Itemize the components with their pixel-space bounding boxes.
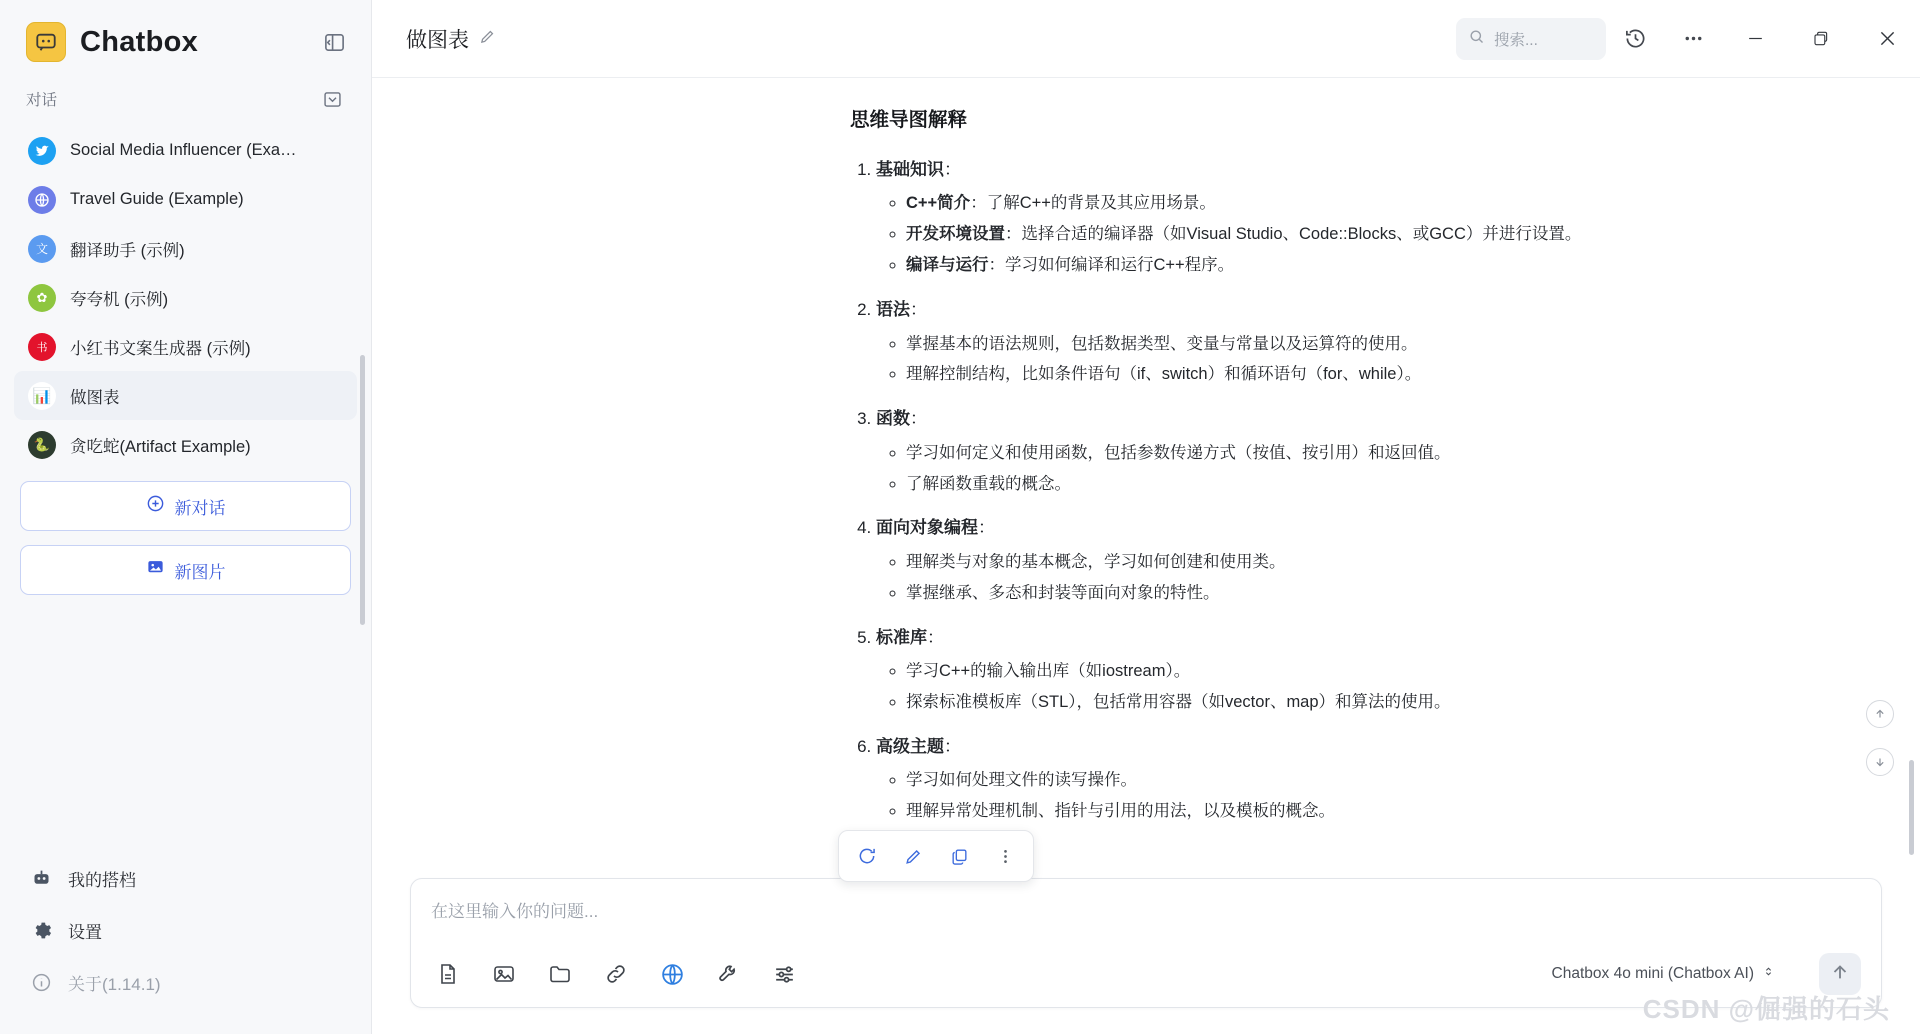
list-item [906, 360, 1850, 389]
praise-icon: ✿ [28, 284, 56, 312]
outline-section [876, 403, 1850, 498]
list-item-label: 小红书文案生成器 (示例) [70, 339, 251, 358]
xiaohongshu-icon: 书 [28, 333, 56, 361]
item-text: 学习如何处理文件的读写操作。 [906, 771, 1137, 790]
section-title: 标准库 [876, 627, 927, 647]
vertical-ellipsis-icon[interactable] [985, 836, 1025, 876]
image-plus-icon [146, 558, 165, 582]
gear-icon [30, 920, 52, 941]
new-image-label: 新图片 [174, 562, 226, 582]
list-item-label: Social Media Influencer (Exa… [70, 141, 297, 159]
item-text: 探索标准模板库（STL），包括常用容器（如vector、map）和算法的使用。 [906, 692, 1451, 711]
sidebar-actions [0, 469, 371, 609]
content-heading: 思维导图解释 [850, 109, 968, 131]
outline-section [876, 512, 1850, 607]
new-image-button[interactable] [20, 545, 351, 595]
chat-bubble-icon [26, 22, 66, 62]
brand-header [0, 0, 371, 76]
outline-section [876, 731, 1850, 826]
sidebar-item-label: 关于(1.14.1) [68, 974, 161, 994]
item-text: 理解类与对象的基本概念，学习如何创建和使用类。 [906, 552, 1286, 571]
outline-sublist [906, 330, 1850, 390]
list-item[interactable] [14, 175, 357, 224]
section-title: 函数 [876, 409, 910, 429]
panel-collapse-icon[interactable] [319, 27, 349, 57]
item-term: 开发环境设置 [906, 225, 1005, 244]
outline-sublist [906, 766, 1850, 826]
page-title: 做图表 [406, 28, 469, 52]
item-text: ：选择合适的编译器（如Visual Studio、Code::Blocks、或GCC）并进行设置。 [1005, 225, 1582, 244]
list-item [906, 251, 1850, 280]
section-title: 高级主题 [876, 736, 944, 756]
pencil-icon[interactable] [893, 836, 933, 876]
new-chat-button[interactable] [20, 481, 351, 531]
list-item [906, 470, 1850, 499]
section-title: 面向对象编程 [876, 518, 978, 538]
list-item [906, 657, 1850, 686]
list-item[interactable] [14, 126, 357, 175]
item-term: C++简介 [906, 194, 971, 213]
chart-icon: 📊 [28, 382, 56, 410]
list-item-label: 夸夸机 (示例) [70, 290, 169, 309]
restore-window-icon[interactable] [1788, 0, 1854, 78]
list-item [906, 688, 1850, 717]
sidebar [0, 0, 372, 1034]
arrow-up-circle-icon[interactable] [1866, 700, 1894, 728]
list-item [906, 439, 1850, 468]
plus-circle-icon [146, 494, 165, 518]
outline-list [876, 154, 1850, 826]
sidebar-item-settings[interactable] [20, 904, 351, 956]
item-text: 理解异常处理机制、指针与引用的用法，以及模板的概念。 [906, 802, 1335, 821]
list-item [906, 330, 1850, 359]
item-text: 掌握继承、多态和封装等面向对象的特性。 [906, 583, 1220, 602]
robot-icon [30, 868, 52, 889]
model-selector[interactable] [1552, 965, 1775, 983]
message-input[interactable]: 在这里输入你的问题... [431, 902, 599, 921]
item-text: 掌握基本的语法规则，包括数据类型、变量与常量以及运算符的使用。 [906, 334, 1418, 353]
list-item [906, 766, 1850, 795]
outline-section [876, 622, 1850, 717]
composer-toolbar [431, 953, 1861, 995]
outline-sublist [906, 548, 1850, 608]
item-text: 学习如何定义和使用函数，包括参数传递方式（按值、按引用）和返回值。 [906, 443, 1451, 462]
arrow-down-circle-icon[interactable] [1866, 748, 1894, 776]
titlebar-controls [1456, 0, 1920, 77]
section-colon: ： [910, 300, 927, 320]
sidebar-scrollbar[interactable] [360, 355, 365, 625]
sidebar-item-label: 我的搭档 [68, 870, 136, 890]
list-item[interactable] [14, 420, 357, 469]
conversation-list [0, 120, 371, 469]
document-icon[interactable] [431, 957, 465, 991]
outline-section [876, 154, 1850, 280]
content-fade [372, 844, 1920, 878]
globe-icon[interactable] [655, 957, 689, 991]
section-colon: ： [978, 518, 995, 538]
message-action-toolbar [838, 830, 1034, 882]
info-icon [30, 972, 52, 993]
sidebar-item-label: 设置 [68, 922, 102, 942]
item-text: ：了解C++的背景及其应用场景。 [970, 194, 1216, 213]
sliders-icon[interactable] [767, 957, 801, 991]
scroll-controls [1866, 700, 1894, 776]
list-item[interactable] [14, 273, 357, 322]
globe-icon [28, 186, 56, 214]
list-item-label: 翻译助手 (示例) [70, 241, 185, 260]
snake-icon: 🐍 [28, 431, 56, 459]
composer [410, 878, 1882, 1008]
history-clock-icon[interactable] [1606, 0, 1664, 77]
main-area [372, 0, 1920, 1034]
list-item-label: 做图表 [70, 388, 120, 407]
list-item-active[interactable] [14, 371, 357, 420]
section-title: 语法 [876, 300, 910, 320]
outline-sublist [906, 657, 1850, 717]
translate-icon: 文 [28, 235, 56, 263]
archive-box-icon[interactable] [319, 86, 345, 112]
outline-sublist [906, 439, 1850, 499]
send-button[interactable] [1819, 953, 1861, 995]
image-icon[interactable] [487, 957, 521, 991]
item-text: 学习C++的输入输出库（如iostream）。 [906, 662, 1191, 681]
section-colon: ： [910, 409, 927, 429]
section-title: 基础知识 [876, 160, 944, 179]
list-item-label: 贪吃蛇(Artifact Example) [70, 437, 251, 456]
chevron-updown-icon [1762, 965, 1775, 983]
conversations-section-header [0, 76, 371, 120]
watermark: CSDN @倔强的石头 [1642, 994, 1890, 1024]
section-colon: ： [944, 160, 961, 179]
close-icon[interactable] [1854, 0, 1920, 78]
model-label: Chatbox 4o mini (Chatbox AI) [1551, 965, 1754, 982]
folder-icon[interactable] [543, 957, 577, 991]
assistant-message [850, 104, 1850, 826]
link-icon[interactable] [599, 957, 633, 991]
content-scrollbar[interactable] [1909, 760, 1914, 855]
search-icon [1468, 28, 1485, 50]
conversations-title: 对话 [26, 92, 58, 109]
list-item[interactable] [14, 224, 357, 273]
list-item [906, 797, 1850, 826]
item-text: 理解控制结构，比如条件语句（if、switch）和循环语句（for、while）。 [906, 365, 1422, 384]
item-term: 编译与运行 [906, 256, 989, 275]
list-item-label: Travel Guide (Example) [70, 190, 244, 208]
list-item[interactable] [14, 322, 357, 371]
titlebar [372, 0, 1920, 78]
sidebar-nav [0, 846, 371, 1034]
sidebar-item-about[interactable] [20, 956, 351, 1008]
outline-section [876, 294, 1850, 389]
search-input[interactable] [1456, 18, 1606, 60]
new-chat-label: 新对话 [174, 498, 226, 518]
section-colon: ： [944, 736, 961, 756]
tools-icon[interactable] [711, 957, 745, 991]
list-item [906, 548, 1850, 577]
list-item [906, 220, 1850, 249]
twitter-bird-icon [28, 137, 56, 165]
send-arrow-icon [1829, 961, 1851, 988]
search-placeholder: 搜索... [1494, 31, 1538, 49]
ellipsis-icon[interactable] [1664, 0, 1722, 77]
sidebar-item-my-partners[interactable] [20, 852, 351, 904]
composer-area [372, 878, 1920, 1034]
copy-icon[interactable] [939, 836, 979, 876]
message-content [372, 78, 1920, 878]
item-text: ：学习如何编译和运行C++程序。 [988, 256, 1235, 275]
minimize-icon[interactable] [1722, 0, 1788, 78]
brand-name: Chatbox [80, 25, 199, 58]
refresh-icon[interactable] [847, 836, 887, 876]
section-colon: ： [927, 627, 944, 647]
pencil-icon[interactable] [479, 28, 496, 50]
item-text: 了解函数重载的概念。 [906, 474, 1071, 493]
list-item [906, 579, 1850, 608]
outline-sublist [906, 189, 1850, 280]
list-item [906, 189, 1850, 218]
